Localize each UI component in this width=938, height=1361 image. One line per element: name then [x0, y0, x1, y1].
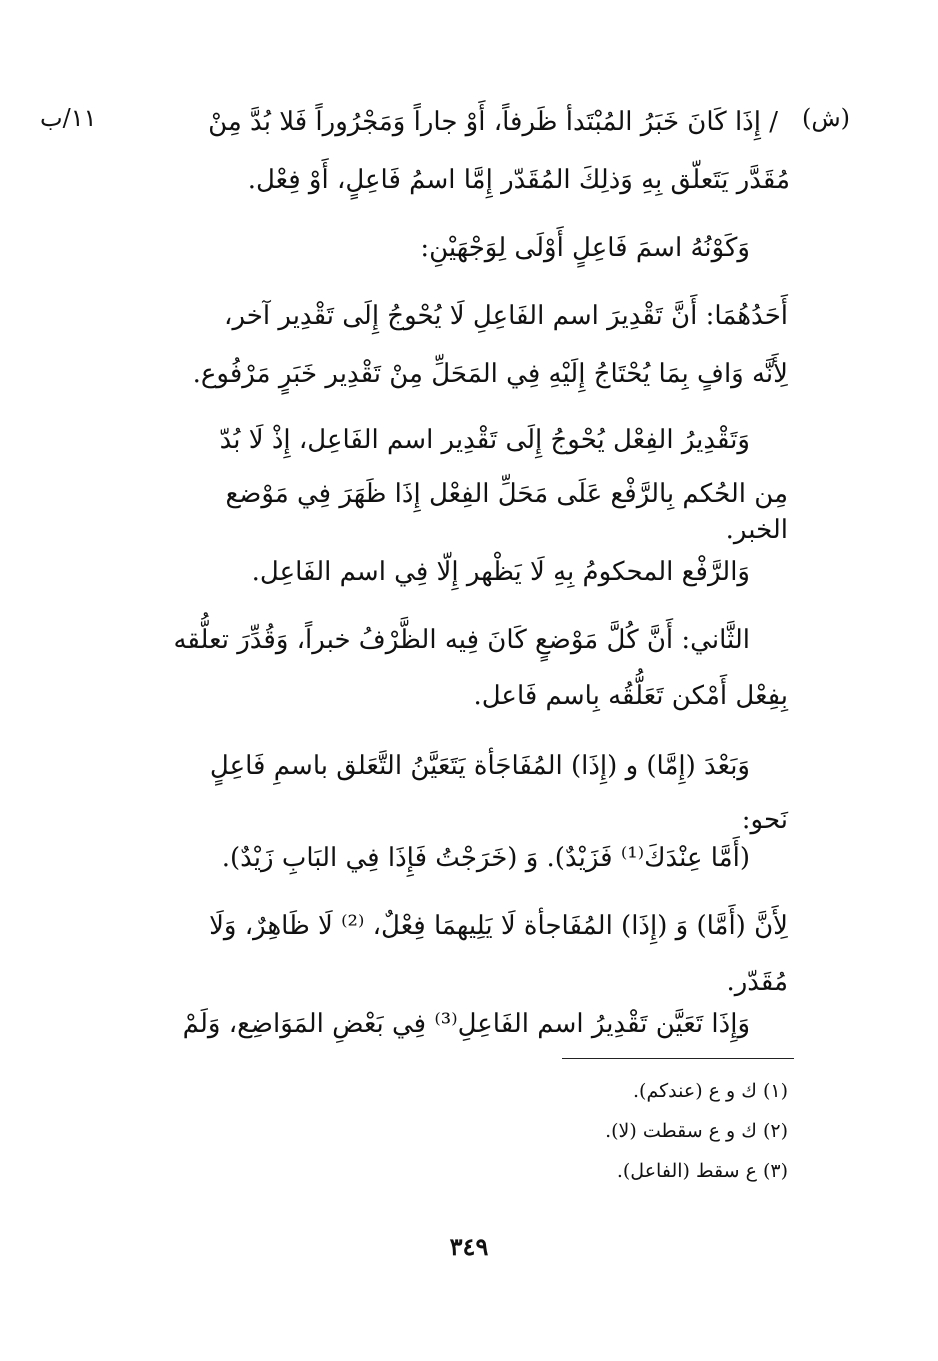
text-line-13: نَحو: [741, 805, 788, 835]
text-line-8: الخبر. [725, 515, 788, 545]
text-line-3: وَكَوْنُهُ اسمَ فَاعِلٍ أَوْلَى لِوَجْهَيْنِ: [420, 233, 750, 263]
folio-marker: ١١/ب [40, 104, 97, 132]
text-line-14: (أَمَّا عِنْدَكَ⁽¹⁾ فَزَيْدٌ). وَ (خَرَجْتُ فَإِذَا فِي البَابِ زَيْدٌ). [221, 843, 750, 873]
text-line-10: الثَّاني: أَنَّ كُلَّ مَوْضعٍ كَانَ فِيه الظَّرْفُ خبراً، وَقُدِّرَ تعلُّقه [173, 625, 750, 655]
footnote-3: (٣) ع سقط (الفاعل). [616, 1160, 788, 1182]
manuscript-marker: (ش) [801, 104, 850, 132]
text-line-5: لِأَنَّه وَافٍ بِمَا يُحْتَاجُ إِلَيْهِ فِي المَحَلِّ مِنْ تَقْدِير خَبَرٍ مَرْفُوع. [192, 359, 788, 389]
text-line-15: لِأَنَّ (أَمَّا) وَ (إِذَا) المُفَاجأة لَا يَلِيهمَا فِعْلٌ، ⁽²⁾ لَا ظَاهِرٌ، وَلَا [209, 911, 788, 941]
text-line-11: بِفِعْل أَمْكن تَعَلُّقُه بِاسم فَاعل. [473, 681, 788, 711]
text-line-2: مُقَدَّر يَتَعلّق بِهِ وَذلِكَ المُقَدّر إِمَّا اسمُ فَاعِلٍ، أَوْ فِعْل. [247, 165, 790, 195]
text-line-7: مِن الحُكم بِالرَّفْع عَلَى مَحَلِّ الفِعْل إِذَا ظَهَرَ فِي مَوْضع [225, 479, 788, 509]
footnote-1: (١) ك و ع (عندكم). [633, 1080, 788, 1102]
text-line-4: أَحَدُهُمَا: أَنَّ تَقْدِيرَ اسم الفَاعِلِ لَا يُحْوجُ إِلَى تَقْدِير آخر، [224, 301, 788, 331]
text-line-17: وَإِذَا تَعَيَّن تَقْدِيرُ اسم الفَاعِلِ⁽³⁾ فِي بَعْضِ المَوَاضِع، وَلَمْ [182, 1009, 750, 1039]
text-line-1: / إِذَا كَانَ خَبَرُ المُبْتَدأ ظَرفاً، أَوْ جاراً وَمَجْرُوراً فَلا بُدَّ مِنْ [208, 107, 778, 137]
text-line-12: وَبَعْدَ (إِمَّا) و (إِذَا) المُفَاجَأة يَتَعَيَّنُ التَّعَلق باسمِ فَاعِلٍ [209, 751, 750, 781]
text-line-6: وَتَقْدِيرُ الفِعْل يُحْوجُ إِلَى تَقْدِير اسم الفَاعِل، إِذْ لَا بُدّ [219, 425, 750, 455]
page-number: ٣٤٩ [449, 1232, 489, 1261]
text-line-16: مُقَدّر. [726, 967, 788, 997]
text-line-9: وَالرَّفْع المحكومُ بِهِ لَا يَظْهر إِلّا فِي اسم الفَاعِل. [251, 557, 750, 587]
footnote-separator [562, 1058, 794, 1059]
footnote-2: (٢) ك و ع سقطت (لا). [605, 1120, 788, 1142]
